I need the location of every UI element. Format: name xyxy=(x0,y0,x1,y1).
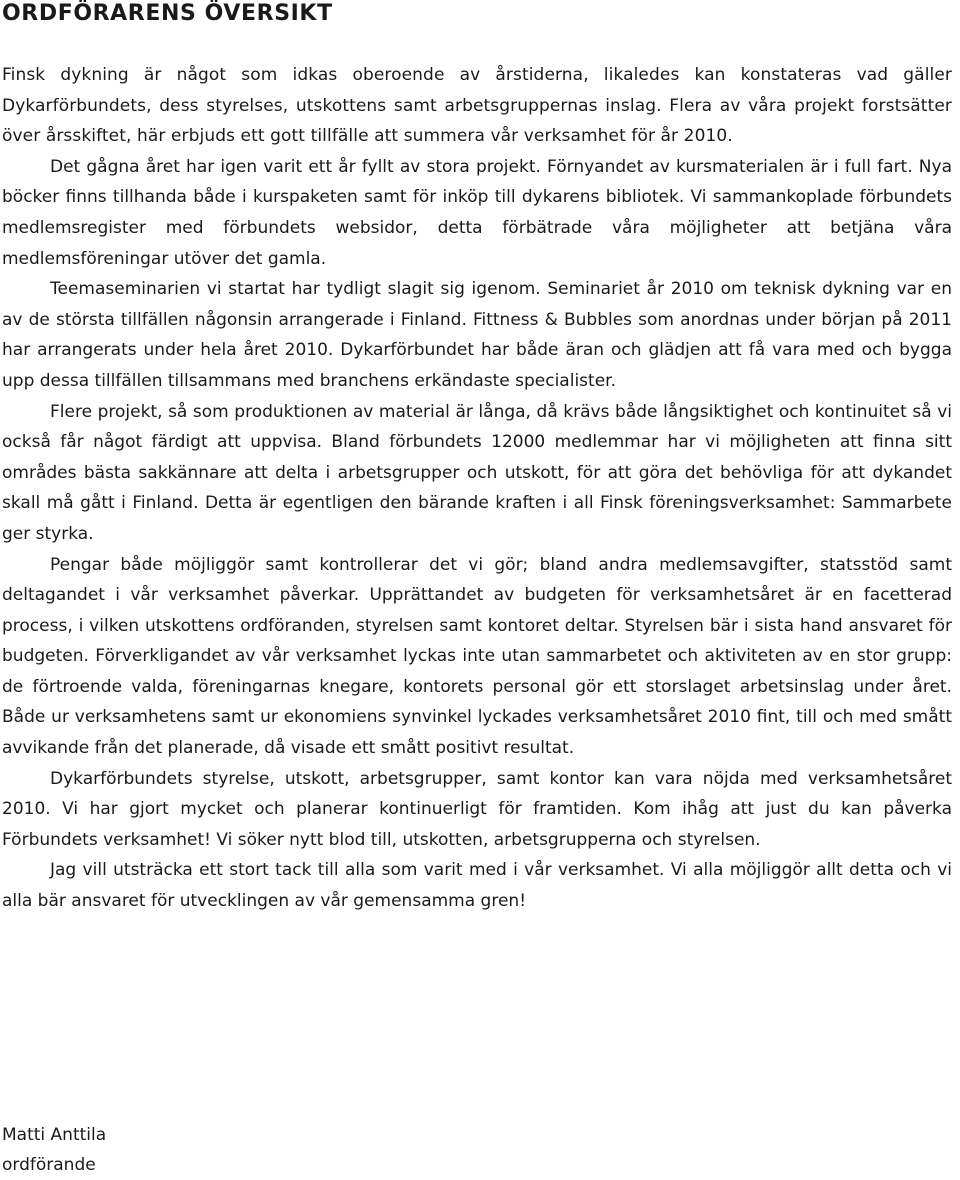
signature-role: ordförande xyxy=(2,1155,96,1175)
paragraph-projects: Det gågna året har igen varit ett år fyllt av stora projekt. Förnyandet av kursmaterialen är i full fart. Nya böcker finns tillhanda både i kurspaketen samt för inköp till dykarens bibliotek. Vi sammankoplade förbundets medlemsregister med förbundets websidor, detta förbätrade våra möjligheter att betjäna våra medlemsföreningar utöver det gamla. xyxy=(2,156,952,269)
paragraph-seminars: Teemaseminarien vi startat har tydligt slagit sig igenom. Seminariet år 2010 om teknisk dykning var en av de största tillfällen någonsin arrangerade i Finland. Fittness & Bubbles som anordnas under början på 2011 har arrangerats under hela året 2010. Dykarförbundet har både äran och glädjen att få vara med och bygga upp dessa tillfällen tillsammans med branchens erkändaste specialister. xyxy=(2,279,952,391)
signature-name: Matti Anttila xyxy=(2,1125,107,1145)
paragraph-continuity: Flere projekt, så som produktionen av material är långa, då krävs både långsiktighet och kontinuitet så vi också får något färdigt att uppvisa. Bland förbundets 12000 medlemmar har vi möjligheten att finna sitt områdes bästa sakkännare att delta i arbetsgrupper och utskott, för att göra det behövliga för att dykandet skall må gått i Finland. Detta är egentligen den bärande kraften i all Finsk föreningsverksamhet: Sammarbete ger styrka. xyxy=(2,401,952,544)
paragraph-intro: Finsk dykning är något som idkas oberoende av årstiderna, likaledes kan konstateras vad gäller Dykarförbundets, dess styrelses, utskottens samt arbetsgruppernas inslag. Flera av våra projekt forstsätter över årsskiftet, här erbjuds ett gott tillfälle att summera vår verksamhet för år 2010. xyxy=(2,65,952,147)
article-body xyxy=(2,60,952,917)
page-title: ORDFÖRARENS ÖVERSIKT xyxy=(2,1,333,26)
paragraph-thanks: Jag vill utsträcka ett stort tack till alla som varit med i vår verksamhet. Vi alla möjliggör allt detta och vi alla bär ansvaret för utvecklingen av vår gemensamma gren! xyxy=(2,860,952,912)
paragraph-summary: Dykarförbundets styrelse, utskott, arbetsgrupper, samt kontor kan vara nöjda med verksamhetsåret 2010. Vi har gjort mycket och planerar kontinuerligt för framtiden. Kom ihåg att just du kan påverka Förbundets verksamhet! Vi söker nytt blod till, utskotten, arbetsgrupperna och styrelsen. xyxy=(2,768,952,850)
paragraph-finances: Pengar både möjliggör samt kontrollerar det vi gör; bland andra medlemsavgifter, statsstöd samt deltagandet i vår verksamhet påverkar. Upprättandet av budgeten för verksamhetsåret är en facetterad process, i vilken utskottens ordföranden, styrelsen samt kontoret deltar. Styrelsen bär i sista hand ansvaret för budgeten. Förverkligandet av vår verksamhet lyckas inte utan sammarbetet och aktiviteten av en stor grupp: de förtroende valda, föreningarnas knegare, kontorets personal gör ett storslaget arbetsinslag under året. Både ur verksamhetens samt ur ekonomiens synvinkel lyckades verksamhetsåret 2010 fint, till och med smått avvikande från det planerade, då visade ett smått positivt resultat. xyxy=(2,554,952,759)
signature-block xyxy=(2,1120,106,1180)
